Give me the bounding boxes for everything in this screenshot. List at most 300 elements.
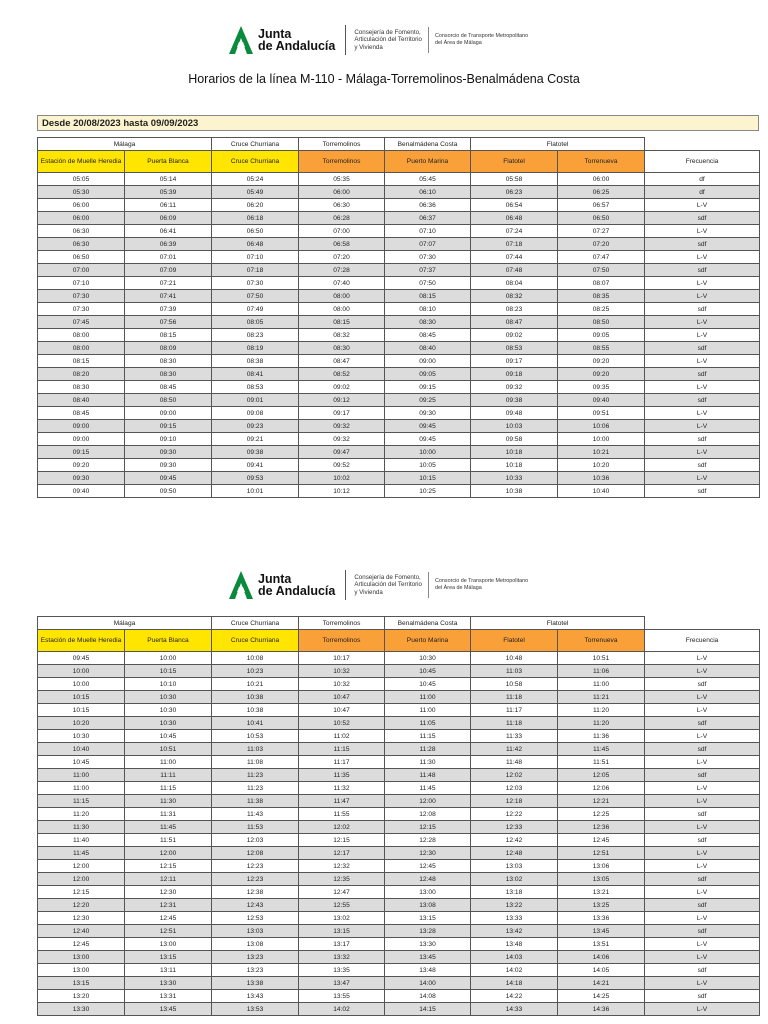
time-cell: 11:15	[385, 730, 471, 743]
table-row	[38, 795, 760, 808]
group-malaga: Málaga	[38, 138, 212, 151]
time-cell: 06:00	[299, 186, 385, 199]
logo-divider	[345, 570, 346, 600]
time-cell: 12:53	[212, 912, 299, 925]
time-cell: 11:42	[471, 743, 558, 756]
stop-estacion-muelle-heredia: Estación de Muelle Heredia	[38, 151, 125, 173]
table-row	[38, 316, 760, 329]
frequency-cell: L-V	[645, 730, 760, 743]
stop-torrenueva: Torrenueva	[558, 630, 645, 652]
time-cell: 13:20	[38, 990, 125, 1003]
time-cell: 13:15	[385, 912, 471, 925]
time-cell: 08:40	[385, 342, 471, 355]
time-cell: 10:32	[299, 665, 385, 678]
time-cell: 13:43	[212, 990, 299, 1003]
time-cell: 07:10	[38, 277, 125, 290]
time-cell: 10:38	[471, 485, 558, 498]
time-cell: 13:11	[125, 964, 212, 977]
frequency-cell: sdf	[645, 342, 760, 355]
time-cell: 11:23	[212, 769, 299, 782]
table-row	[38, 873, 760, 886]
group-flatotel: Flatotel	[471, 617, 645, 630]
time-cell: 11:30	[385, 756, 471, 769]
group-malaga: Málaga	[38, 617, 212, 630]
table-row	[38, 964, 760, 977]
time-cell: 09:30	[125, 459, 212, 472]
frequency-cell: L-V	[645, 938, 760, 951]
time-cell: 10:10	[125, 678, 212, 691]
time-cell: 11:48	[471, 756, 558, 769]
time-cell: 07:30	[212, 277, 299, 290]
time-cell: 13:06	[558, 860, 645, 873]
time-cell: 09:30	[125, 446, 212, 459]
time-cell: 07:39	[125, 303, 212, 316]
table-row	[38, 342, 760, 355]
time-cell: 08:30	[125, 368, 212, 381]
frequency-cell: L-V	[645, 316, 760, 329]
time-cell: 06:00	[38, 199, 125, 212]
time-cell: 07:01	[125, 251, 212, 264]
time-cell: 10:00	[558, 433, 645, 446]
time-cell: 14:18	[471, 977, 558, 990]
table-row	[38, 730, 760, 743]
time-cell: 12:47	[299, 886, 385, 899]
frequency-cell: L-V	[645, 225, 760, 238]
time-cell: 09:30	[38, 472, 125, 485]
time-cell: 11:51	[125, 834, 212, 847]
consorcio-line1: Consorcio de Transporte Metropolitano	[434, 578, 529, 584]
time-cell: 09:01	[212, 394, 299, 407]
time-cell: 07:50	[212, 290, 299, 303]
time-cell: 10:15	[38, 691, 125, 704]
time-cell: 12:21	[558, 795, 645, 808]
frequency-cell: L-V	[645, 886, 760, 899]
logo-line1: Junta	[258, 27, 292, 41]
time-cell: 10:05	[385, 459, 471, 472]
frequency-cell: L-V	[645, 381, 760, 394]
time-cell: 08:47	[299, 355, 385, 368]
dept-line1: Consejería de Fomento,	[354, 28, 421, 36]
time-cell: 12:43	[212, 899, 299, 912]
time-cell: 06:30	[38, 238, 125, 251]
time-cell: 12:30	[385, 847, 471, 860]
time-cell: 08:15	[125, 329, 212, 342]
time-cell: 12:45	[125, 912, 212, 925]
time-cell: 11:51	[558, 756, 645, 769]
time-cell: 13:38	[212, 977, 299, 990]
time-cell: 10:47	[299, 691, 385, 704]
frequency-cell: L-V	[645, 795, 760, 808]
time-cell: 10:15	[385, 472, 471, 485]
pdf-page-2	[0, 545, 768, 1024]
time-cell: 07:41	[125, 290, 212, 303]
time-cell: 11:15	[38, 795, 125, 808]
time-cell: 06:18	[212, 212, 299, 225]
time-cell: 08:15	[38, 355, 125, 368]
stop-estacion-muelle-heredia: Estación de Muelle Heredia	[38, 630, 125, 652]
time-cell: 10:38	[212, 704, 299, 717]
table-row	[38, 743, 760, 756]
time-cell: 13:30	[125, 977, 212, 990]
table-row	[38, 925, 760, 938]
frequency-cell: L-V	[645, 691, 760, 704]
time-cell: 12:03	[212, 834, 299, 847]
time-cell: 09:05	[385, 368, 471, 381]
frequency-cell: sdf	[645, 873, 760, 886]
time-cell: 12:15	[125, 860, 212, 873]
table-row	[38, 199, 760, 212]
time-cell: 07:10	[212, 251, 299, 264]
table-row	[38, 977, 760, 990]
time-cell: 06:54	[471, 199, 558, 212]
time-cell: 10:30	[125, 717, 212, 730]
table-row	[38, 472, 760, 485]
table-row	[38, 238, 760, 251]
time-cell: 12:17	[299, 847, 385, 860]
page-title: Horarios de la línea M-110 - Málaga-Torremolinos-Benalmádena Costa	[188, 72, 580, 86]
dept-line1: Consejería de Fomento,	[354, 573, 421, 581]
time-cell: 09:38	[212, 446, 299, 459]
time-cell: 08:30	[385, 316, 471, 329]
time-cell: 09:53	[212, 472, 299, 485]
time-cell: 07:00	[38, 264, 125, 277]
table-row	[38, 678, 760, 691]
frequency-cell: L-V	[645, 420, 760, 433]
time-cell: 06:50	[558, 212, 645, 225]
time-cell: 13:15	[299, 925, 385, 938]
time-cell: 12:00	[38, 873, 125, 886]
time-cell: 10:18	[471, 446, 558, 459]
consorcio-line2: del Área de Málaga	[434, 40, 482, 46]
frequency-cell: L-V	[645, 407, 760, 420]
time-cell: 13:25	[558, 899, 645, 912]
table-row	[38, 1003, 760, 1016]
time-cell: 07:30	[385, 251, 471, 264]
time-cell: 07:21	[125, 277, 212, 290]
time-cell: 09:12	[299, 394, 385, 407]
time-cell: 08:15	[299, 316, 385, 329]
time-cell: 13:55	[299, 990, 385, 1003]
time-cell: 10:18	[471, 459, 558, 472]
time-cell: 12:33	[471, 821, 558, 834]
time-cell: 12:20	[38, 899, 125, 912]
time-cell: 07:00	[299, 225, 385, 238]
frequency-cell: sdf	[645, 303, 760, 316]
time-cell: 10:38	[212, 691, 299, 704]
time-cell: 12:02	[299, 821, 385, 834]
time-cell: 13:33	[471, 912, 558, 925]
time-cell: 08:10	[385, 303, 471, 316]
time-cell: 07:50	[385, 277, 471, 290]
stop-header-row	[38, 630, 760, 652]
time-cell: 10:08	[212, 652, 299, 665]
time-cell: 07:09	[125, 264, 212, 277]
time-cell: 13:00	[385, 886, 471, 899]
dept-line2: Articulación del Territorio	[354, 581, 422, 589]
time-cell: 07:30	[38, 290, 125, 303]
time-cell: 10:30	[125, 704, 212, 717]
junta-logo-icon	[228, 25, 254, 55]
frequency-cell: L-V	[645, 665, 760, 678]
time-cell: 10:53	[212, 730, 299, 743]
group-flatotel: Flatotel	[471, 138, 645, 151]
time-cell: 06:10	[385, 186, 471, 199]
frequency-cell: sdf	[645, 485, 760, 498]
stop-torremolinos: Torremolinos	[299, 630, 385, 652]
table-row	[38, 860, 760, 873]
time-cell: 10:48	[471, 652, 558, 665]
logo-divider	[345, 25, 346, 55]
time-cell: 08:15	[385, 290, 471, 303]
time-cell: 09:41	[212, 459, 299, 472]
time-cell: 11:38	[212, 795, 299, 808]
time-cell: 14:00	[385, 977, 471, 990]
period-bar: Desde 20/08/2023 hasta 09/09/2023	[37, 115, 759, 131]
time-cell: 12:23	[212, 860, 299, 873]
time-cell: 08:38	[212, 355, 299, 368]
time-cell: 10:40	[38, 743, 125, 756]
group-benalmadena-costa: Benalmádena Costa	[385, 617, 471, 630]
table-row	[38, 355, 760, 368]
time-cell: 07:40	[299, 277, 385, 290]
time-cell: 08:50	[125, 394, 212, 407]
time-cell: 07:27	[558, 225, 645, 238]
table-row	[38, 407, 760, 420]
time-cell: 06:09	[125, 212, 212, 225]
time-cell: 12:30	[38, 912, 125, 925]
time-cell: 09:00	[385, 355, 471, 368]
time-cell: 11:18	[471, 691, 558, 704]
time-cell: 10:45	[385, 665, 471, 678]
time-cell: 14:36	[558, 1003, 645, 1016]
time-cell: 13:47	[299, 977, 385, 990]
time-cell: 10:20	[558, 459, 645, 472]
time-cell: 06:57	[558, 199, 645, 212]
time-cell: 09:00	[38, 420, 125, 433]
time-cell: 13:28	[385, 925, 471, 938]
time-cell: 08:52	[299, 368, 385, 381]
time-cell: 13:48	[385, 964, 471, 977]
time-cell: 11:45	[38, 847, 125, 860]
time-cell: 08:30	[125, 355, 212, 368]
table-row	[38, 782, 760, 795]
logo-divider-2	[428, 572, 429, 598]
frequency-cell: sdf	[645, 834, 760, 847]
time-cell: 11:15	[125, 782, 212, 795]
table-row	[38, 368, 760, 381]
time-cell: 11:00	[385, 704, 471, 717]
time-cell: 08:00	[299, 290, 385, 303]
time-cell: 12:15	[38, 886, 125, 899]
time-cell: 10:17	[299, 652, 385, 665]
time-cell: 12:15	[299, 834, 385, 847]
table-row	[38, 290, 760, 303]
time-cell: 05:58	[471, 173, 558, 186]
time-cell: 11:23	[212, 782, 299, 795]
frequency-cell: L-V	[645, 199, 760, 212]
time-cell: 13:45	[125, 1003, 212, 1016]
logo-divider-2	[428, 27, 429, 53]
time-cell: 11:31	[125, 808, 212, 821]
time-cell: 11:47	[299, 795, 385, 808]
time-cell: 10:52	[299, 717, 385, 730]
time-cell: 11:17	[471, 704, 558, 717]
time-cell: 06:20	[212, 199, 299, 212]
frequency-cell: sdf	[645, 459, 760, 472]
time-cell: 09:20	[558, 368, 645, 381]
time-cell: 12:00	[125, 847, 212, 860]
time-cell: 11:00	[558, 678, 645, 691]
time-cell: 11:45	[558, 743, 645, 756]
frequency-cell: sdf	[645, 925, 760, 938]
table-row	[38, 704, 760, 717]
time-cell: 08:23	[212, 329, 299, 342]
stop-flatotel: Flatotel	[471, 151, 558, 173]
time-cell: 11:43	[212, 808, 299, 821]
time-cell: 14:08	[385, 990, 471, 1003]
time-cell: 10:45	[385, 678, 471, 691]
time-cell: 09:02	[471, 329, 558, 342]
group-header-row	[38, 617, 760, 630]
time-cell: 09:05	[558, 329, 645, 342]
frequency-cell: L-V	[645, 821, 760, 834]
group-header-row	[38, 138, 760, 151]
group-cruce-churriana: Cruce Churriana	[212, 617, 299, 630]
time-cell: 12:35	[299, 873, 385, 886]
table-row	[38, 212, 760, 225]
time-cell: 12:30	[125, 886, 212, 899]
time-cell: 09:20	[558, 355, 645, 368]
time-cell: 13:30	[385, 938, 471, 951]
time-cell: 08:35	[558, 290, 645, 303]
time-cell: 10:36	[558, 472, 645, 485]
time-cell: 07:24	[471, 225, 558, 238]
time-cell: 11:08	[212, 756, 299, 769]
frequency-cell: L-V	[645, 290, 760, 303]
time-cell: 08:40	[38, 394, 125, 407]
table-row	[38, 394, 760, 407]
time-cell: 14:05	[558, 964, 645, 977]
time-cell: 08:45	[38, 407, 125, 420]
time-cell: 09:52	[299, 459, 385, 472]
time-cell: 12:00	[385, 795, 471, 808]
frequency-cell: L-V	[645, 1003, 760, 1016]
dept-line2: Articulación del Territorio	[354, 36, 422, 44]
time-cell: 08:00	[38, 329, 125, 342]
time-cell: 08:55	[558, 342, 645, 355]
time-cell: 12:55	[299, 899, 385, 912]
frequency-header: Frecuencia	[645, 151, 760, 173]
group-cruce-churriana: Cruce Churriana	[212, 138, 299, 151]
time-cell: 08:19	[212, 342, 299, 355]
frequency-cell: L-V	[645, 652, 760, 665]
time-cell: 11:00	[38, 782, 125, 795]
time-cell: 10:25	[385, 485, 471, 498]
time-cell: 14:03	[471, 951, 558, 964]
time-cell: 09:45	[38, 652, 125, 665]
time-cell: 09:08	[212, 407, 299, 420]
time-cell: 10:03	[471, 420, 558, 433]
time-cell: 11:03	[212, 743, 299, 756]
time-cell: 05:49	[212, 186, 299, 199]
group-torremolinos: Torremolinos	[299, 617, 385, 630]
time-cell: 12:36	[558, 821, 645, 834]
time-cell: 06:28	[299, 212, 385, 225]
time-cell: 11:30	[38, 821, 125, 834]
header-logo	[0, 15, 768, 65]
time-cell: 12:45	[385, 860, 471, 873]
time-cell: 08:47	[471, 316, 558, 329]
time-cell: 08:07	[558, 277, 645, 290]
time-cell: 13:05	[558, 873, 645, 886]
time-cell: 13:00	[38, 964, 125, 977]
time-cell: 05:35	[299, 173, 385, 186]
frequency-cell: sdf	[645, 769, 760, 782]
time-cell: 11:11	[125, 769, 212, 782]
time-cell: 08:30	[38, 381, 125, 394]
table-row	[38, 990, 760, 1003]
time-cell: 08:20	[38, 368, 125, 381]
time-cell: 12:11	[125, 873, 212, 886]
time-cell: 10:02	[299, 472, 385, 485]
time-cell: 12:28	[385, 834, 471, 847]
time-cell: 13:23	[212, 951, 299, 964]
table-row	[38, 485, 760, 498]
stop-torremolinos: Torremolinos	[299, 151, 385, 173]
table-row	[38, 186, 760, 199]
table-row	[38, 769, 760, 782]
time-cell: 11:05	[385, 717, 471, 730]
time-cell: 09:50	[125, 485, 212, 498]
table-row	[38, 446, 760, 459]
stop-puerta-blanca: Puerta Blanca	[125, 630, 212, 652]
stop-puerto-marina: Puerto Marina	[385, 151, 471, 173]
time-cell: 13:48	[471, 938, 558, 951]
time-cell: 11:55	[299, 808, 385, 821]
table-row	[38, 886, 760, 899]
time-cell: 09:15	[38, 446, 125, 459]
table-row	[38, 433, 760, 446]
frequency-cell: L-V	[645, 704, 760, 717]
logo-line1: Junta	[258, 572, 292, 586]
time-cell: 13:03	[212, 925, 299, 938]
table-row	[38, 381, 760, 394]
table-row	[38, 912, 760, 925]
time-cell: 11:02	[299, 730, 385, 743]
time-cell: 07:18	[212, 264, 299, 277]
time-cell: 12:00	[38, 860, 125, 873]
page-gap	[0, 530, 768, 545]
frequency-cell: L-V	[645, 977, 760, 990]
time-cell: 10:21	[212, 678, 299, 691]
time-cell: 08:45	[385, 329, 471, 342]
timetable-page-2	[37, 616, 760, 1016]
frequency-cell: sdf	[645, 212, 760, 225]
frequency-header: Frecuencia	[645, 630, 760, 652]
time-cell: 09:32	[299, 420, 385, 433]
frequency-cell: L-V	[645, 912, 760, 925]
logo-line2: de Andalucía	[258, 584, 336, 598]
time-cell: 09:40	[558, 394, 645, 407]
time-cell: 14:21	[558, 977, 645, 990]
frequency-cell: sdf	[645, 678, 760, 691]
time-cell: 11:20	[558, 717, 645, 730]
time-cell: 07:49	[212, 303, 299, 316]
time-cell: 09:21	[212, 433, 299, 446]
group-blank	[645, 138, 760, 151]
time-cell: 12:23	[212, 873, 299, 886]
time-cell: 07:28	[299, 264, 385, 277]
